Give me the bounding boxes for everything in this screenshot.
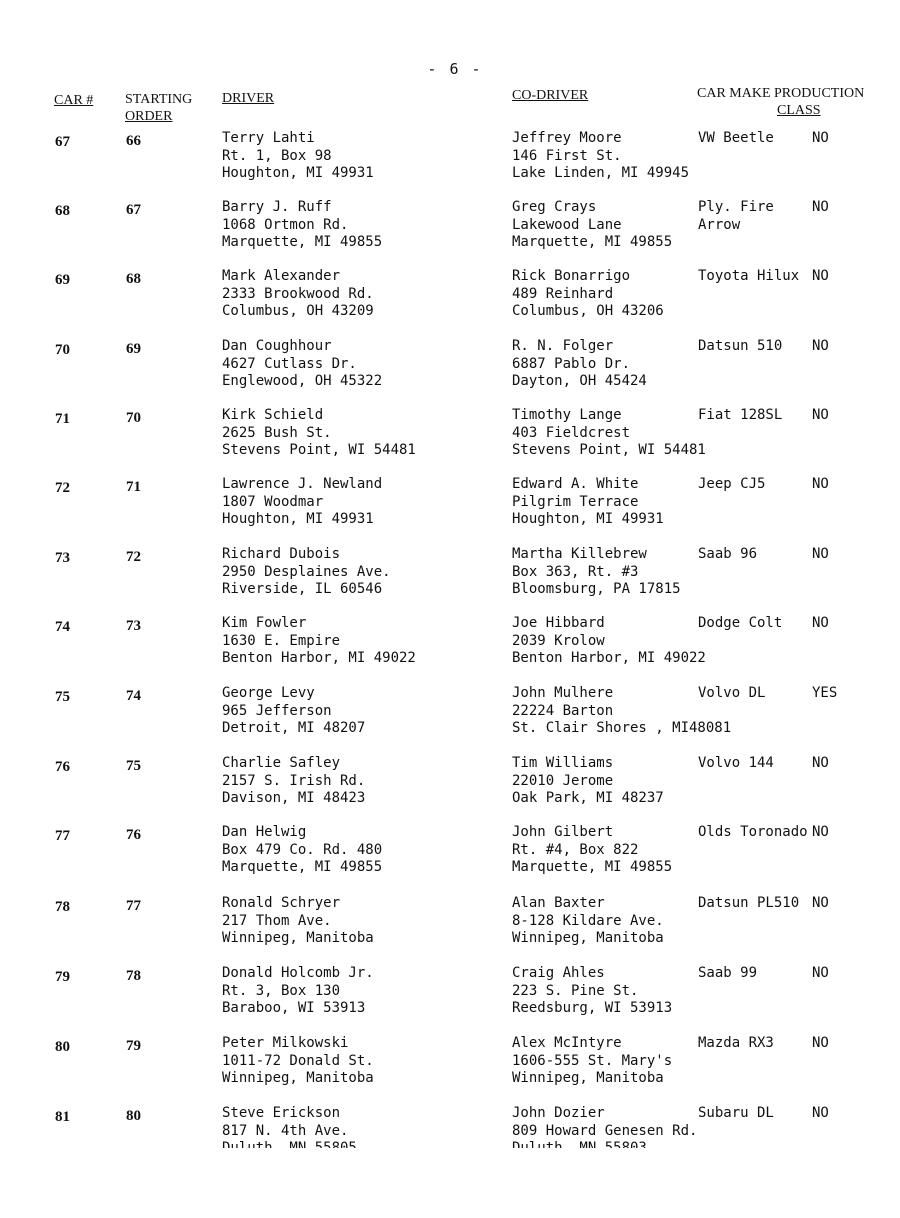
car-make-line: Toyota Hilux [698, 268, 800, 284]
driver-info [222, 755, 365, 808]
car-make-line: Dodge Colt [698, 615, 783, 631]
codriver-info-line: Stevens Point, WI 54481 [512, 442, 706, 458]
codriver-info-line: Greg Crays [512, 199, 597, 215]
codriver-info [512, 199, 672, 252]
codriver-info-line: 146 First St. [512, 147, 622, 164]
driver-info-line: Winnipeg, Manitoba [222, 1070, 374, 1086]
starting-order: 79 [126, 1038, 141, 1054]
driver-info-line: Columbus, OH 43209 [222, 303, 374, 319]
car-number: 74 [55, 619, 70, 635]
codriver-info-line: 22224 Barton [512, 702, 614, 719]
driver-info-line: Kim Fowler [222, 615, 307, 631]
codriver-info-line: Lakewood Lane [512, 216, 622, 233]
car-make-line: VW Beetle [698, 130, 774, 146]
driver-info-line: Stevens Point, WI 54481 [222, 442, 416, 458]
production-class: NO [812, 546, 829, 562]
codriver-info-line: Pilgrim Terrace [512, 493, 639, 510]
starting-order: 73 [126, 618, 141, 634]
entry-row [0, 685, 900, 751]
car-make [698, 1035, 774, 1053]
codriver-info-line: 1606-555 St. Mary's [512, 1052, 673, 1069]
car-make-line: Jeep CJ5 [698, 476, 766, 492]
header-codriver: CO-DRIVER [512, 88, 589, 103]
car-number: 75 [55, 689, 70, 705]
codriver-info-line: Tim Williams [512, 755, 614, 771]
car-make [698, 268, 799, 286]
car-number: 77 [55, 828, 70, 844]
starting-order: 67 [126, 202, 141, 218]
car-number: 72 [55, 480, 70, 496]
header-starting: STARTING [125, 92, 193, 107]
codriver-info-line: 403 Fieldcrest [512, 424, 631, 441]
driver-info [222, 615, 416, 668]
starting-order: 70 [126, 410, 141, 426]
codriver-info [512, 895, 664, 948]
codriver-info-line: 22010 Jerome [512, 772, 614, 789]
codriver-info [512, 268, 664, 321]
driver-info-line: Rt. 3, Box 130 [222, 982, 341, 999]
driver-info-line: 1068 Ortmon Rd. [222, 216, 349, 233]
header-class: CLASS [777, 103, 821, 118]
production-class: NO [812, 407, 829, 423]
codriver-info-line: Edward A. White [512, 476, 639, 492]
car-make-line: Olds Toronado [698, 824, 808, 840]
codriver-info-line: Bloomsburg, PA 17815 [512, 581, 681, 597]
entry-row [0, 755, 900, 821]
car-make [698, 895, 799, 913]
codriver-info-line: 223 S. Pine St. [512, 982, 639, 999]
production-class: NO [812, 268, 829, 284]
codriver-info-line: R. N. Folger [512, 338, 614, 354]
driver-info-line: Benton Harbor, MI 49022 [222, 650, 416, 666]
driver-info-line: Winnipeg, Manitoba [222, 930, 374, 946]
entry-row [0, 965, 900, 1031]
codriver-info-line: Lake Linden, MI 49945 [512, 165, 690, 181]
codriver-info-line: Jeffrey Moore [512, 130, 622, 146]
driver-info-line: 217 Thom Ave. [222, 912, 332, 929]
driver-info-line: Dan Coughhour [222, 338, 332, 354]
header-driver: DRIVER [222, 91, 275, 106]
car-make-line: Fiat 128SL [698, 407, 783, 423]
driver-info [222, 965, 374, 1018]
car-number: 73 [55, 550, 70, 566]
starting-order: 77 [126, 898, 141, 914]
starting-order: 68 [126, 271, 141, 287]
codriver-info [512, 338, 647, 391]
codriver-info-line: John Mulhere [512, 685, 614, 701]
driver-info-line: Peter Milkowski [222, 1035, 349, 1051]
driver-info-line: Davison, MI 48423 [222, 790, 366, 806]
car-make [698, 546, 757, 564]
codriver-info [512, 965, 672, 1018]
production-class: NO [812, 338, 829, 354]
driver-info-line: Baraboo, WI 53913 [222, 1000, 366, 1016]
production-class: NO [812, 895, 829, 911]
car-make [698, 407, 782, 425]
codriver-info-line: Oak Park, MI 48237 [512, 790, 664, 806]
car-make-line: Datsun 510 [698, 338, 783, 354]
entry-row [0, 199, 900, 265]
car-make [698, 615, 782, 633]
driver-info-line: George Levy [222, 685, 315, 701]
car-make [698, 199, 774, 234]
codriver-info-line: 809 Howard Genesen Rd. [512, 1122, 698, 1139]
codriver-info [512, 824, 672, 877]
driver-info-line: Marquette, MI 49855 [222, 859, 383, 875]
codriver-info-line: John Gilbert [512, 824, 614, 840]
entry-row [0, 1035, 900, 1101]
codriver-info [512, 407, 706, 460]
header-car-make-production: CAR MAKE PRODUCTION [697, 86, 865, 101]
codriver-info-line: Craig Ahles [512, 965, 605, 981]
driver-info-line: 2333 Brookwood Rd. [222, 285, 374, 302]
car-number: 68 [55, 203, 70, 219]
codriver-info-line: Marquette, MI 49855 [512, 859, 673, 875]
car-make-line: Volvo 144 [698, 755, 774, 771]
codriver-info-line: Rick Bonarrigo [512, 268, 631, 284]
driver-info [222, 407, 416, 460]
codriver-info-line: Rt. #4, Box 822 [512, 841, 639, 858]
production-class: NO [812, 199, 829, 215]
codriver-info-line: Dayton, OH 45424 [512, 373, 647, 389]
car-number: 76 [55, 759, 70, 775]
codriver-info-line: Timothy Lange [512, 407, 622, 423]
driver-info-line: 4627 Cutlass Dr. [222, 355, 357, 372]
codriver-info [512, 755, 664, 808]
driver-info [222, 476, 382, 529]
driver-info [222, 1035, 374, 1088]
codriver-info-line: Reedsburg, WI 53913 [512, 1000, 673, 1016]
driver-info-line: Englewood, OH 45322 [222, 373, 383, 389]
entry-row [0, 268, 900, 334]
production-class: YES [812, 685, 838, 701]
codriver-info-line: 2039 Krolow [512, 632, 605, 649]
entry-row [0, 476, 900, 542]
starting-order: 80 [126, 1108, 141, 1124]
car-make [698, 965, 757, 983]
starting-order: 75 [126, 758, 141, 774]
car-number: 81 [55, 1109, 70, 1125]
codriver-info-line: 489 Reinhard [512, 285, 614, 302]
driver-info [222, 895, 374, 948]
codriver-info-line: St. Clair Shores , MI48081 [512, 720, 732, 736]
driver-info [222, 546, 391, 599]
codriver-info [512, 615, 706, 668]
header-car-number: CAR # [54, 93, 94, 108]
page-bottom-margin [0, 1148, 900, 1218]
codriver-info-line: Winnipeg, Manitoba [512, 1070, 664, 1086]
driver-info [222, 685, 365, 738]
car-make [698, 824, 808, 842]
driver-info-line: Lawrence J. Newland [222, 476, 383, 492]
car-number: 71 [55, 411, 70, 427]
driver-info-line: Dan Helwig [222, 824, 307, 840]
header-order: ORDER [125, 109, 173, 124]
codriver-info [512, 546, 681, 599]
starting-order: 69 [126, 341, 141, 357]
codriver-info [512, 476, 664, 529]
codriver-info-line: John Dozier [512, 1105, 605, 1121]
driver-info-line: Barry J. Ruff [222, 199, 332, 215]
car-make-line: Datsun PL510 [698, 895, 800, 911]
car-make [698, 755, 774, 773]
driver-info [222, 824, 382, 877]
codriver-info-line: Alex McIntyre [512, 1035, 622, 1051]
car-make-line: Ply. Fire [698, 199, 774, 215]
car-number: 80 [55, 1039, 70, 1055]
codriver-info-line: 8-128 Kildare Ave. [512, 912, 664, 929]
driver-info-line: 1807 Woodmar [222, 493, 324, 510]
codriver-info-line: Columbus, OH 43206 [512, 303, 664, 319]
driver-info [222, 130, 374, 183]
entry-row [0, 338, 900, 404]
entry-row [0, 407, 900, 473]
car-number: 67 [55, 134, 70, 150]
driver-info-line: Marquette, MI 49855 [222, 234, 383, 250]
production-class: NO [812, 824, 829, 840]
codriver-info-line: Benton Harbor, MI 49022 [512, 650, 706, 666]
driver-info-line: Riverside, IL 60546 [222, 581, 383, 597]
starting-order: 66 [126, 133, 141, 149]
driver-info-line: 965 Jefferson [222, 702, 332, 719]
page-number: - 6 - [427, 60, 483, 78]
car-make [698, 130, 774, 148]
production-class: NO [812, 1105, 829, 1121]
driver-info-line: 2625 Bush St. [222, 424, 332, 441]
car-make [698, 1105, 774, 1123]
driver-info-line: 2157 S. Irish Rd. [222, 772, 366, 789]
starting-order: 71 [126, 479, 141, 495]
car-make-line: Saab 96 [698, 546, 758, 562]
car-make-line: Mazda RX3 [698, 1035, 774, 1051]
codriver-info-line: Martha Killebrew [512, 546, 647, 562]
driver-info-line: 817 N. 4th Ave. [222, 1122, 349, 1139]
codriver-info-line: Alan Baxter [512, 895, 605, 911]
production-class: NO [812, 1035, 829, 1051]
driver-info [222, 268, 374, 321]
car-number: 79 [55, 969, 70, 985]
car-make [698, 685, 765, 703]
codriver-info-line: Joe Hibbard [512, 615, 605, 631]
entry-row [0, 546, 900, 612]
driver-info-line: Houghton, MI 49931 [222, 165, 374, 181]
starting-order: 74 [126, 688, 141, 704]
driver-info-line: Detroit, MI 48207 [222, 720, 366, 736]
entry-row [0, 615, 900, 681]
entry-row [0, 824, 900, 890]
codriver-info-line: Box 363, Rt. #3 [512, 563, 639, 580]
driver-info-line: Donald Holcomb Jr. [222, 965, 374, 981]
driver-info-line: Houghton, MI 49931 [222, 511, 374, 527]
codriver-info [512, 1035, 672, 1088]
entry-row [0, 895, 900, 961]
driver-info-line: Steve Erickson [222, 1105, 341, 1121]
codriver-info-line: Marquette, MI 49855 [512, 234, 673, 250]
car-number: 70 [55, 342, 70, 358]
driver-info-line: Rt. 1, Box 98 [222, 147, 332, 164]
driver-info-line: 2950 Desplaines Ave. [222, 563, 391, 580]
production-class: NO [812, 965, 829, 981]
car-make-line: Saab 99 [698, 965, 758, 981]
driver-info-line: Richard Dubois [222, 546, 341, 562]
production-class: NO [812, 755, 829, 771]
starting-order: 78 [126, 968, 141, 984]
driver-info-line: Box 479 Co. Rd. 480 [222, 841, 383, 858]
codriver-info [512, 130, 689, 183]
driver-info-line: Mark Alexander [222, 268, 341, 284]
car-number: 78 [55, 899, 70, 915]
entry-row [0, 130, 900, 196]
driver-info-line: Kirk Schield [222, 407, 324, 423]
driver-info-line: 1011-72 Donald St. [222, 1052, 374, 1069]
driver-info-line: Ronald Schryer [222, 895, 341, 911]
car-make-line: Subaru DL [698, 1105, 774, 1121]
production-class: NO [812, 130, 829, 146]
driver-info [222, 338, 382, 391]
driver-info-line: Charlie Safley [222, 755, 341, 771]
production-class: NO [812, 615, 829, 631]
car-make-line: Arrow [698, 216, 741, 233]
car-make-line: Volvo DL [698, 685, 766, 701]
codriver-info-line: Winnipeg, Manitoba [512, 930, 664, 946]
driver-info-line: 1630 E. Empire [222, 632, 341, 649]
car-number: 69 [55, 272, 70, 288]
production-class: NO [812, 476, 829, 492]
driver-info-line: Terry Lahti [222, 130, 315, 146]
codriver-info-line: Houghton, MI 49931 [512, 511, 664, 527]
car-make [698, 476, 765, 494]
driver-info [222, 199, 382, 252]
car-make [698, 338, 782, 356]
starting-order: 72 [126, 549, 141, 565]
starting-order: 76 [126, 827, 141, 843]
codriver-info-line: 6887 Pablo Dr. [512, 355, 631, 372]
